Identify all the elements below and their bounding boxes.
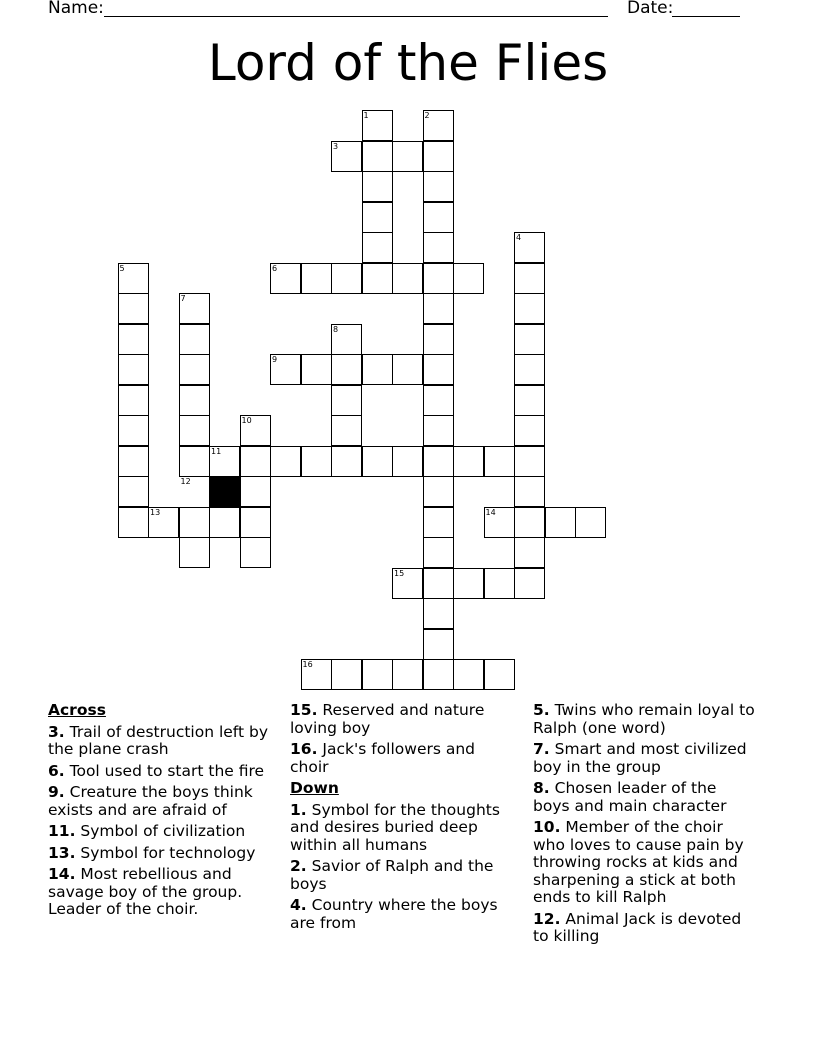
answer-cell[interactable] [514,446,545,477]
clue-number: 13 [150,507,161,517]
answer-cell[interactable] [423,415,454,446]
answer-cell[interactable] [118,446,149,477]
clue-number: 14 [485,507,496,517]
answer-cell[interactable] [423,476,454,507]
clues-column-3 [533,702,755,950]
answer-cell[interactable] [179,385,210,416]
answer-cell[interactable] [331,446,362,477]
answer-cell[interactable] [301,446,332,477]
answer-cell[interactable] [514,476,545,507]
clue-number: 11 [211,446,222,456]
clue-number: 12 [180,477,191,486]
answer-cell[interactable] [362,659,393,690]
answer-cell[interactable] [514,568,545,599]
answer-cell[interactable] [575,507,606,538]
answer-cell[interactable] [423,629,454,660]
answer-cell[interactable] [331,263,362,294]
answer-cell[interactable] [423,171,454,202]
answer-cell[interactable] [331,659,362,690]
answer-cell[interactable] [453,263,484,294]
name-label: Name: [48,0,104,18]
answer-cell[interactable] [484,446,515,477]
answer-cell[interactable] [514,293,545,324]
clue-number: 8 [333,324,339,334]
down-heading: Down [290,779,339,797]
answer-cell[interactable] [362,446,393,477]
answer-cell[interactable] [179,354,210,385]
answer-cell[interactable] [453,446,484,477]
clue-across-16: 16. Jack's followers and choir [290,740,476,776]
answer-cell[interactable] [179,446,210,477]
answer-cell[interactable] [423,141,454,172]
answer-cell[interactable] [240,476,271,507]
answer-cell[interactable] [118,324,149,355]
answer-cell[interactable] [423,263,454,294]
clue-number: 9 [272,355,278,364]
answer-cell[interactable] [423,202,454,233]
clues-column-1 [48,702,270,923]
clue-across-9: 9. Creature the boys think exists and are afraid of [48,783,253,819]
clue-across-14: 14. Most rebellious and savage boy of the group. Leader of the choir. [48,865,243,918]
answer-cell[interactable] [423,659,454,690]
answer-cell[interactable] [179,537,210,568]
answer-cell[interactable] [362,354,393,385]
clue-number: 2 [424,111,430,120]
clue-down-1: 1. Symbol for the thoughts and desires buried deep within all humans [290,800,500,854]
answer-cell[interactable] [240,507,271,538]
answer-cell[interactable] [118,415,149,446]
answer-cell[interactable] [331,415,362,446]
answer-cell[interactable] [514,537,545,568]
answer-cell[interactable] [392,263,423,294]
clues-column-2 [290,702,512,936]
answer-cell[interactable] [179,415,210,446]
answer-cell[interactable] [453,568,484,599]
clue-across-13: 13. Symbol for technology [48,843,256,862]
date-label: Date: [627,0,674,18]
answer-cell[interactable] [423,537,454,568]
answer-cell[interactable] [423,598,454,629]
clue-number: 1 [363,111,369,120]
answer-cell[interactable] [423,446,454,477]
answer-cell[interactable] [545,507,576,538]
clue-number: 4 [516,233,522,242]
clue-number: 7 [180,294,186,303]
clue-down-7: 7. Smart and most civilized boy in the group [533,740,747,776]
answer-cell[interactable] [392,141,423,172]
answer-cell[interactable] [331,385,362,416]
answer-cell[interactable] [392,446,423,477]
answer-cell[interactable] [514,507,545,538]
clue-across-11: 11. Symbol of civilization [48,822,246,840]
answer-cell[interactable] [453,659,484,690]
clue-across-3: 3. Trail of destruction left by the plane crash [48,722,268,758]
clue-across-15: 15. Reserved and nature loving boy [290,701,485,737]
answer-cell[interactable] [423,507,454,538]
answer-cell[interactable] [118,354,149,385]
answer-cell[interactable] [362,232,393,263]
answer-cell[interactable] [514,385,545,416]
clue-down-12: 12. Animal Jack is devoted to killing [533,909,742,945]
answer-cell[interactable] [118,293,149,324]
answer-cell[interactable] [270,446,301,477]
black-cell [209,476,240,507]
answer-cell[interactable] [209,507,240,538]
clue-down-5: 5. Twins who remain loyal to Ralph (one word) [533,701,755,737]
page-title: Lord of the Flies [207,34,609,92]
answer-cell[interactable] [484,568,515,599]
answer-cell[interactable] [362,141,393,172]
clue-number: 5 [119,263,125,273]
answer-cell[interactable] [514,263,545,294]
answer-cell[interactable] [240,537,271,568]
clue-number: 15 [394,568,405,578]
answer-cell[interactable] [362,263,393,294]
answer-cell[interactable] [240,446,271,477]
answer-cell[interactable] [514,415,545,446]
clue-number: 10 [241,416,252,425]
clue-number: 6 [272,263,278,273]
answer-cell[interactable] [423,293,454,324]
answer-cell[interactable] [362,171,393,202]
answer-cell[interactable] [118,385,149,416]
answer-cell[interactable] [118,476,149,507]
answer-cell[interactable] [423,354,454,385]
answer-cell[interactable] [179,507,210,538]
answer-cell[interactable] [423,232,454,263]
answer-cell[interactable] [301,354,332,385]
clue-number: 3 [333,141,339,151]
answer-cell[interactable] [514,324,545,355]
across-heading: Across [48,701,106,719]
answer-cell[interactable] [484,659,515,690]
answer-cell[interactable] [179,324,210,355]
clue-down-10: 10. Member of the choir who loves to cause pain by throwing rocks at kids and sharpening a stick at both ends to kill Ralph [533,818,744,906]
answer-cell[interactable] [118,507,149,538]
answer-cell[interactable] [423,568,454,599]
clue-down-8: 8. Chosen leader of the boys and main character [533,779,727,815]
answer-cell[interactable] [331,354,362,385]
answer-cell[interactable] [514,354,545,385]
answer-cell[interactable] [423,324,454,355]
answer-cell[interactable] [392,354,423,385]
answer-cell[interactable] [423,385,454,416]
clue-down-4: 4. Country where the boys are from [290,896,498,932]
clue-number: 16 [302,660,313,669]
answer-cell[interactable] [362,202,393,233]
answer-cell[interactable] [392,659,423,690]
answer-cell[interactable] [301,263,332,294]
clue-down-2: 2. Savior of Ralph and the boys [290,857,494,893]
clue-across-6: 6. Tool used to start the fire [48,761,265,780]
